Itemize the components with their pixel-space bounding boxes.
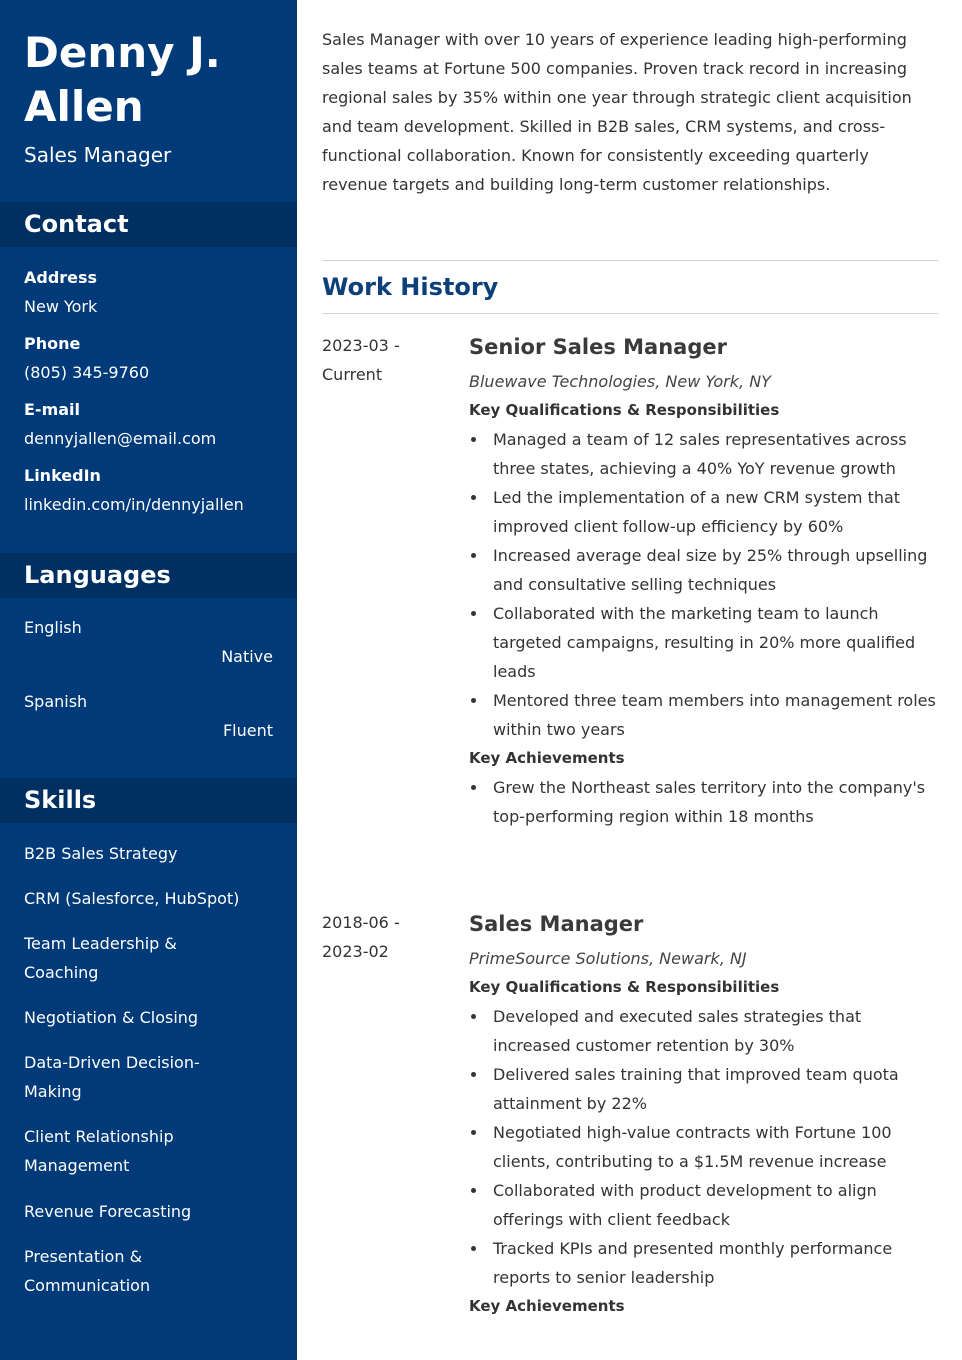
email-label: E-mail: [24, 400, 81, 419]
skills-section-header: [0, 778, 297, 823]
list-item: Negotiated high-value contracts with Fortune 100 clients, contributing to a $1.5M revenue increase: [469, 1118, 938, 1176]
main-content: [322, 0, 938, 1360]
job-title: Sales Manager: [469, 912, 644, 936]
job-start-date: 2018-06 -: [322, 913, 400, 932]
language-name: Spanish: [24, 692, 88, 711]
contact-section-header: [0, 202, 297, 247]
skill-item: Client Relationship Management: [24, 1127, 174, 1175]
skill-item: B2B Sales Strategy: [24, 844, 178, 863]
email-value[interactable]: dennyjallen@email.com: [24, 429, 217, 448]
linkedin-label: LinkedIn: [24, 466, 101, 485]
job-dates: [322, 331, 432, 389]
language-name: English: [24, 618, 82, 637]
job-entry: [469, 907, 938, 1321]
professional-summary: Sales Manager with over 10 years of experience leading high-performing sales teams at Fortune 500 companies. Proven track record in increasing regional sales by 35% within one year through strategic client acquisition and team development. Skilled in B2B sales, CRM systems, and cross-functional collaboration. Known for consistently exceeding quarterly revenue targets and building long-term customer relationships.: [322, 30, 912, 194]
list-item: Grew the Northeast sales territory into the company's top-performing region within 18 months: [469, 773, 938, 831]
job-company: Bluewave Technologies, New York, NY: [469, 372, 771, 391]
achievements-heading: Key Achievements: [469, 1297, 625, 1315]
job-title: Senior Sales Manager: [469, 335, 727, 359]
divider: [322, 313, 938, 314]
list-item: Delivered sales training that improved team quota attainment by 22%: [469, 1060, 938, 1118]
skill-item: CRM (Salesforce, HubSpot): [24, 889, 240, 908]
achievements-list: [469, 773, 938, 831]
address-label: Address: [24, 268, 98, 287]
list-item: Developed and executed sales strategies that increased customer retention by 30%: [469, 1002, 938, 1060]
job-company: PrimeSource Solutions, Newark, NJ: [469, 949, 747, 968]
responsibilities-list: [469, 425, 938, 744]
languages-section-header: [0, 553, 297, 598]
list-item: Increased average deal size by 25% through upselling and consultative selling techniques: [469, 541, 938, 599]
qualifications-heading: Key Qualifications & Responsibilities: [469, 401, 780, 419]
skill-item: Negotiation & Closing: [24, 1008, 199, 1027]
skill-item: Revenue Forecasting: [24, 1202, 192, 1221]
sidebar: [0, 0, 297, 1360]
list-item: Mentored three team members into management roles within two years: [469, 686, 938, 744]
language-level: Native: [221, 647, 273, 666]
divider: [322, 260, 938, 261]
achievements-heading: Key Achievements: [469, 749, 625, 767]
job-entry: [469, 330, 938, 831]
job-end-date: 2023-02: [322, 942, 389, 961]
job-end-date: Current: [322, 365, 383, 384]
job-start-date: 2023-03 -: [322, 336, 400, 355]
contact-heading: Contact: [24, 210, 129, 238]
skill-item: Presentation & Communication: [24, 1247, 151, 1295]
skill-item: Team Leadership & Coaching: [24, 934, 177, 982]
skills-heading: Skills: [24, 786, 97, 814]
phone-label: Phone: [24, 334, 81, 353]
responsibilities-list: [469, 1002, 938, 1292]
candidate-name: Denny J. Allen: [24, 28, 221, 131]
list-item: Collaborated with the marketing team to launch targeted campaigns, resulting in 20% more qualified leads: [469, 599, 938, 686]
list-item: Managed a team of 12 sales representatives across three states, achieving a 40% YoY revenue growth: [469, 425, 938, 483]
language-level: Fluent: [222, 721, 273, 740]
work-history-heading: Work History: [322, 273, 499, 301]
skill-item: Data-Driven Decision-Making: [24, 1053, 200, 1101]
address-value: New York: [24, 297, 98, 316]
list-item: Led the implementation of a new CRM system that improved client follow-up efficiency by 60%: [469, 483, 938, 541]
list-item: Collaborated with product development to align offerings with client feedback: [469, 1176, 938, 1234]
candidate-role: Sales Manager: [24, 143, 172, 167]
linkedin-value[interactable]: linkedin.com/in/dennyjallen: [24, 495, 244, 514]
languages-heading: Languages: [24, 561, 171, 589]
qualifications-heading: Key Qualifications & Responsibilities: [469, 978, 780, 996]
list-item: Tracked KPIs and presented monthly performance reports to senior leadership: [469, 1234, 938, 1292]
job-dates: [322, 908, 432, 966]
phone-value: (805) 345-9760: [24, 363, 150, 382]
